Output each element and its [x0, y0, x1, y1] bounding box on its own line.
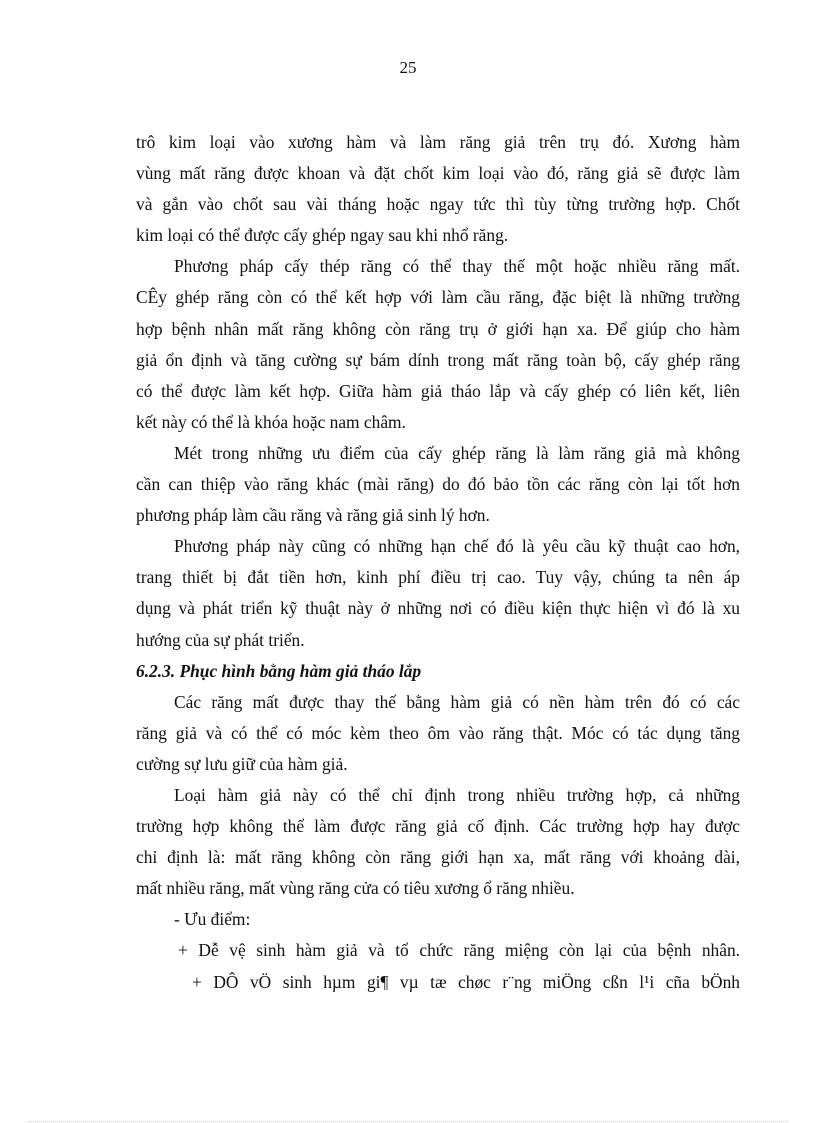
body-line: giả ổn định và tăng cường sự bám dính trong mất răng toàn bộ, cấy ghép răng — [136, 349, 740, 370]
body-line: Mét trong những ưu điểm của cấy ghép răng là làm răng giả mà không — [174, 442, 740, 463]
body-line: Các răng mất được thay thế bằng hàm giả có nền hàm trên đó có các — [174, 691, 740, 712]
body-line: dụng và phát triển kỹ thuật này ở những nơi có điều kiện thực hiện vì đó là xu — [136, 598, 740, 619]
body-line: trường hợp không thể làm được răng giả cố định. Các trường hợp hay được — [136, 816, 740, 837]
body-line: cường sự lưu giữ của hàm giả. — [136, 753, 348, 774]
body-line: CÊy ghép răng còn có thể kết hợp với làm cầu răng, đặc biệt là những trường — [136, 287, 740, 308]
body-line: kim loại có thể được cấy ghép ngay sau khi nhổ răng. — [136, 225, 509, 246]
page-number: 25 — [399, 58, 417, 77]
body-line: chỉ định là: mất răng không còn răng giới hạn xa, mất răng với khoảng dài, — [136, 847, 740, 868]
body-line: trô kim loại vào xương hàm và làm răng giả trên trụ đó. Xương hàm — [136, 132, 740, 152]
body-line: hướng của sự phát triển. — [136, 629, 305, 650]
list-label: - Ưu điểm: — [174, 909, 251, 930]
list-item: + DÔ vÖ sinh hµm gi¶ vµ tæ chøc r¨ng miÖng cßn l¹i cña bÖnh — [192, 971, 740, 992]
body-line: vùng mất răng được khoan và đặt chốt kim loại vào đó, răng giả sẽ được làm — [136, 163, 740, 184]
footer-divider — [28, 1121, 788, 1122]
body-line: mất nhiều răng, mất vùng răng cửa có tiêu xương ổ răng nhiều. — [136, 878, 575, 899]
document-body — [136, 127, 740, 998]
body-line: Loại hàm giả này có thể chỉ định trong nhiều trường hợp, cả những — [174, 784, 740, 805]
section-heading: 6.2.3. Phục hình bằng hàm giả tháo lắp — [136, 660, 422, 681]
body-line: Phương pháp này cũng có những hạn chế đó là yêu cầu kỹ thuật cao hơn, — [174, 536, 740, 557]
body-line: kết này có thể là khóa hoặc nam châm. — [136, 411, 406, 432]
body-line: và gắn vào chốt sau vài tháng hoặc ngay tức thì tùy từng trường hợp. Chốt — [136, 194, 740, 215]
body-line: răng giả và có thể có móc kèm theo ôm vào răng thật. Móc có tác dụng tăng — [136, 722, 740, 743]
body-line: cần can thiệp vào răng khác (mài răng) do đó bảo tồn các răng còn lại tốt hơn — [136, 474, 740, 495]
body-line: phương pháp làm cầu răng và răng giả sinh lý hơn. — [136, 505, 490, 526]
list-item: + Dễ vệ sinh hàm giả và tổ chức răng miệng còn lại của bệnh nhân. — [178, 940, 740, 961]
body-line: trang thiết bị đắt tiền hơn, kinh phí điều trị cao. Tuy vậy, chúng ta nên áp — [136, 567, 740, 588]
body-line: có thể được làm kết hợp. Giữa hàm giả tháo lắp và cấy ghép có liên kết, liên — [136, 380, 740, 401]
body-line: Phương pháp cấy thép răng có thể thay thế một hoặc nhiều răng mất. — [174, 256, 740, 277]
body-line: hợp bệnh nhân mất răng không còn răng trụ ở giới hạn xa. Để giúp cho hàm — [136, 318, 740, 339]
